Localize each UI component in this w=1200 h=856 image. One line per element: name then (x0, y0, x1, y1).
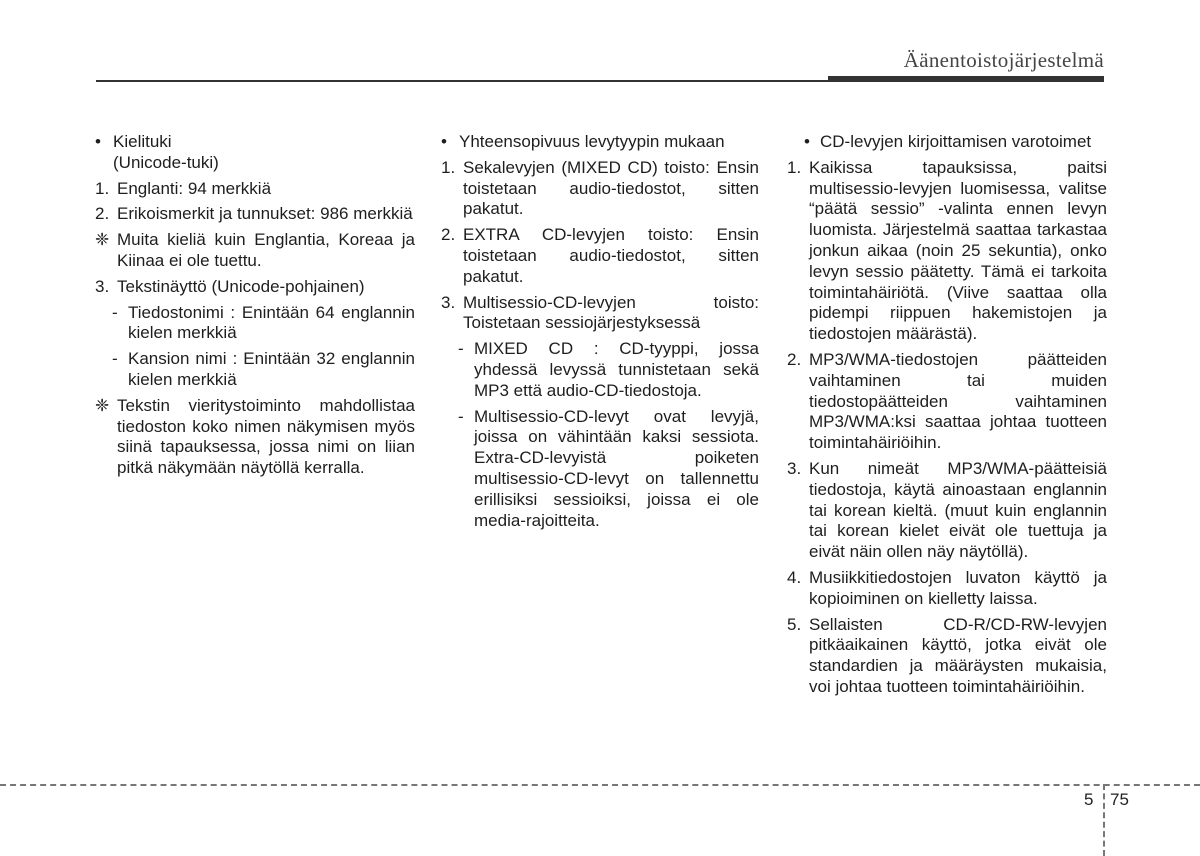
bullet-text: Yhteensopivuus levytyypin mukaan (459, 132, 725, 151)
list-item-text-display (95, 277, 415, 298)
list-item-special-characters (95, 204, 415, 225)
bullet-text: CD-levyjen kirjoittamisen varotoimet (820, 132, 1092, 151)
dash-mark: - (112, 302, 118, 322)
header-rule-accent (828, 76, 1104, 81)
note-text: Muita kieliä kuin Englantia, Koreaa ja Kiinaa ei ole tuettu. (117, 230, 415, 270)
sub-item-folder-name (95, 349, 415, 391)
note-icon: ❈ (95, 395, 110, 415)
sub-item-file-name (95, 303, 415, 345)
note-text-scrolling (95, 396, 415, 479)
list-text: MP3/WMA-tiedostojen päätteiden vaihtaminen tai muiden tiedostopäätteiden vaihtaminen MP3/WMA:ksi saattaa johtaa tuotteen toimintahäiriöihin. (809, 349, 1107, 453)
list-text: EXTRA CD-levyjen toisto: Ensin toistetaan audio-tiedostot, sitten pakatut. (463, 225, 759, 286)
list-text: Sekalevyjen (MIXED CD) toisto: Ensin toistetaan audio-tiedostot, sitten pakatut. (463, 157, 759, 219)
footer-dashed-divider (1103, 784, 1105, 856)
note-icon: ❈ (95, 230, 110, 250)
list-text: Multisessio-CD-levyjen toisto: Toistetaan sessiojärjestyksessä (463, 292, 759, 333)
list-item-extra-cd (441, 225, 759, 287)
list-item-copyright (787, 568, 1107, 610)
list-number: 1. (95, 178, 110, 198)
column-1 (95, 132, 415, 484)
bullet-text-line: (Unicode-tuki) (113, 152, 219, 172)
list-text: Musiikkitiedostojen luvaton käyttö ja kopioiminen on kielletty laissa. (809, 567, 1107, 608)
chapter-number: 5 (1084, 790, 1094, 809)
sub-item-text: MIXED CD : CD-tyyppi, jossa yhdessä levyssä tunnistetaan sekä MP3 että audio-CD-tiedostoja. (474, 339, 759, 400)
list-item-file-naming (787, 459, 1107, 563)
note-unsupported-languages (95, 230, 415, 272)
list-item-multisession (441, 293, 759, 335)
list-text: Kaikissa tapauksissa, paitsi multisessio-levyjen luomisessa, valitse “päätä sessio” -valinta ennen levyn luomista. Järjestelmä saattaa tarkastaa jonkun aikaa (noin 25 sekuntia), onko levyn sessio päätetty. Tämä ei tarkoita toimintahäiriötä. (Viive saattaa olla pidempi riippuen hakemistojen ja tiedostojen määrästä). (809, 157, 1107, 344)
note-text: Tekstin vieritystoiminto mahdollistaa tiedoston koko nimen näkymisen myös siinä tapauksessa, jossa nimi on liian pitkä näkymään näytöllä kerralla. (117, 395, 415, 478)
list-number: 3. (95, 276, 110, 296)
dash-mark: - (458, 406, 464, 426)
list-number: 2. (95, 204, 110, 224)
dash-mark: - (112, 349, 118, 369)
list-text: Erikoismerkit ja tunnukset: 986 merkkiä (117, 204, 413, 224)
list-item-english (95, 179, 415, 200)
list-item-mixed-cd (441, 158, 759, 220)
list-item-file-extensions (787, 350, 1107, 454)
sub-item-mixed-cd-definition (441, 339, 759, 401)
bullet-mark: • (95, 132, 101, 151)
sub-item-multisession-definition (441, 407, 759, 532)
list-number: 3. (787, 458, 802, 478)
bullet-item-compatibility (441, 132, 759, 153)
sub-item-text: Tiedostonimi : Enintään 64 englannin kielen merkkiä (128, 302, 415, 343)
list-number: 3. (441, 292, 456, 312)
page-header-title: Äänentoistojärjestelmä (903, 48, 1104, 72)
bullet-mark: • (804, 132, 810, 151)
bullet-text-line: Kielituki (113, 132, 172, 151)
list-number: 1. (441, 157, 456, 177)
footer-dashed-rule (0, 784, 1200, 786)
list-text: Tekstinäyttö (Unicode-pohjainen) (117, 276, 365, 296)
list-text: Englanti: 94 merkkiä (117, 178, 272, 198)
sub-item-text: Multisessio-CD-levyt ovat levyjä, joissa on vähintään kaksi sessiota. Extra-CD-levyistä poiketen multisessio-CD-levyt on tallennettu erillisiksi sessioiksi, joissa ei ole media-rajoitteita. (474, 406, 759, 530)
sub-item-text: Kansion nimi : Enintään 32 englannin kielen merkkiä (128, 349, 415, 389)
dash-mark: - (458, 339, 464, 359)
list-number: 2. (787, 349, 802, 369)
bullet-item-language-support (95, 132, 415, 174)
list-text: Sellaisten CD-R/CD-RW-levyjen pitkäaikainen käyttö, jotka eivät ole standardien ja määräysten mukaisia, voi johtaa tuotteen toimintahäiriöihin. (809, 614, 1107, 696)
list-item-nonstandard-discs (787, 615, 1107, 698)
bullet-mark: • (441, 132, 447, 151)
list-number: 2. (441, 225, 456, 245)
bullet-item-cd-burning-precautions (787, 132, 1107, 153)
list-number: 1. (787, 157, 802, 177)
page-number: 75 (1110, 790, 1129, 809)
column-2 (441, 132, 759, 536)
list-number: 5. (787, 614, 802, 634)
list-item-finalize-session (787, 158, 1107, 345)
column-3 (787, 132, 1107, 703)
list-number: 4. (787, 567, 802, 587)
list-text: Kun nimeät MP3/WMA-päätteisiä tiedostoja, käytä ainoastaan englannin tai korean kieltä. (muut kuin englannin tai korean kielet eivät ole tuettuja ja eivät näin ollen näy näytöllä). (809, 458, 1107, 562)
